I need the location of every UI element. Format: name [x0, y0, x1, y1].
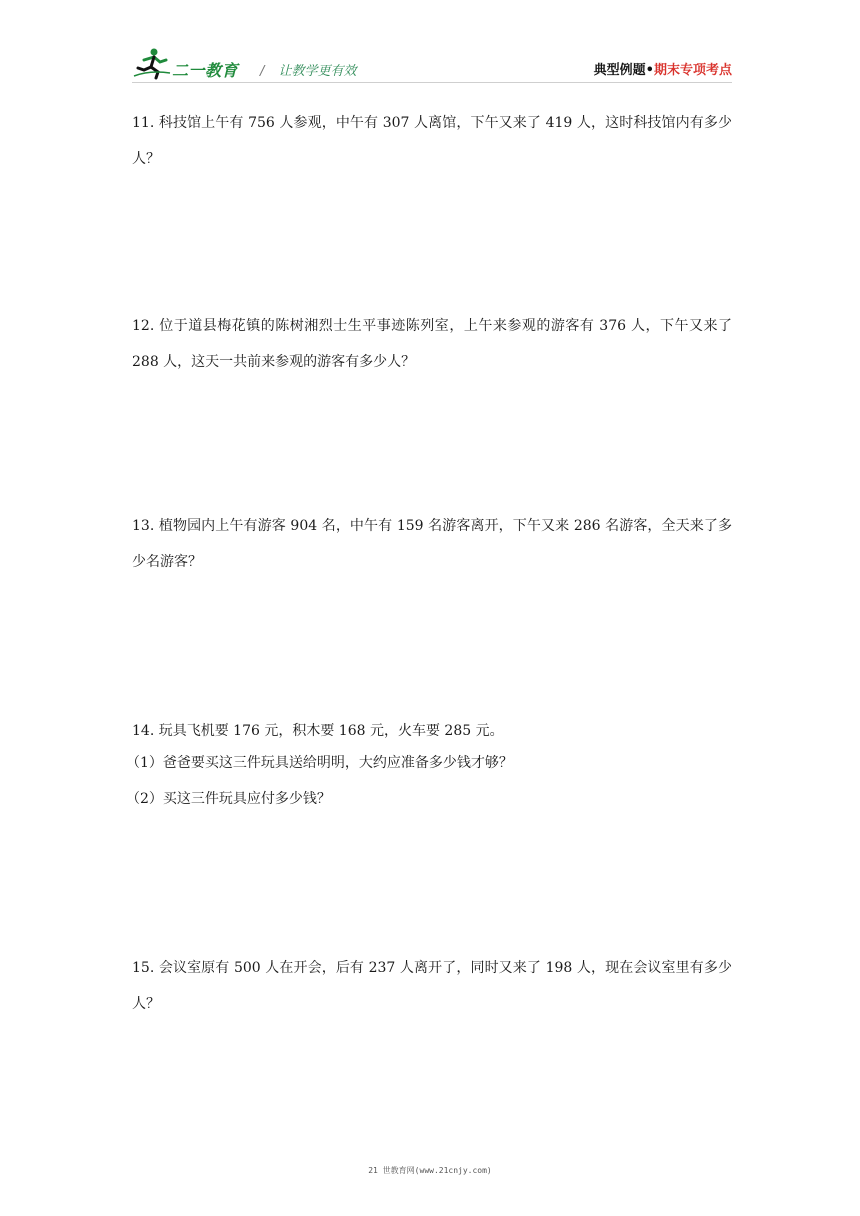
question-14-part-1: （1）爸爸要买这三件玩具送给明明，大约应准备多少钱才够？: [126, 755, 513, 771]
question-text: 玩具飞机要 176 元，积木要 168 元，火车要 285 元。: [158, 723, 504, 739]
question-number: 12.: [132, 318, 155, 334]
question-14: [132, 719, 732, 743]
question-number: 13.: [132, 518, 155, 534]
question-number: 15.: [132, 960, 155, 976]
question-text: 位于道县梅花镇的陈树湘烈士生平事迹陈列室，上午来参观的游客有 376 人，下午又来了 288 人，这天一共前来参观的游客有多少人？: [132, 318, 733, 370]
slogan-slash: /: [260, 64, 265, 79]
header-topic-prefix: 典型例题•: [593, 63, 654, 78]
page-footer: 21 世教育网(www.21cnjy.com): [368, 1166, 492, 1175]
question-text: 会议室原有 500 人在开会，后有 237 人离开了，同时又来了 198 人，现在会议室里有多少人？: [132, 960, 733, 1012]
running-figure-icon: [132, 46, 172, 80]
logo: [132, 46, 252, 80]
question-number: 14.: [132, 723, 155, 739]
question-11: [132, 105, 732, 177]
question-15: [132, 950, 732, 1022]
question-14-part-2: （2）买这三件玩具应付多少钱？: [126, 791, 331, 807]
question-number: 11.: [132, 115, 155, 131]
question-13: [132, 508, 732, 580]
header-topic-highlight: 期末专项考点: [653, 63, 732, 78]
logo-text: 二一教育: [172, 61, 239, 80]
page-header: [132, 46, 732, 86]
question-text: 科技馆上午有 756 人参观，中午有 307 人离馆，下午又来了 419 人，这时科技馆内有多少人？: [132, 115, 733, 167]
question-12: [132, 308, 732, 380]
question-text: 植物园内上午有游客 904 名，中午有 159 名游客离开，下午又来 286 名游客，全天来了多少名游客？: [132, 518, 733, 570]
header-topic: [594, 59, 732, 78]
slogan: [260, 60, 357, 79]
header-divider: [132, 82, 732, 83]
slogan-text: 让教学更有效: [278, 64, 357, 79]
